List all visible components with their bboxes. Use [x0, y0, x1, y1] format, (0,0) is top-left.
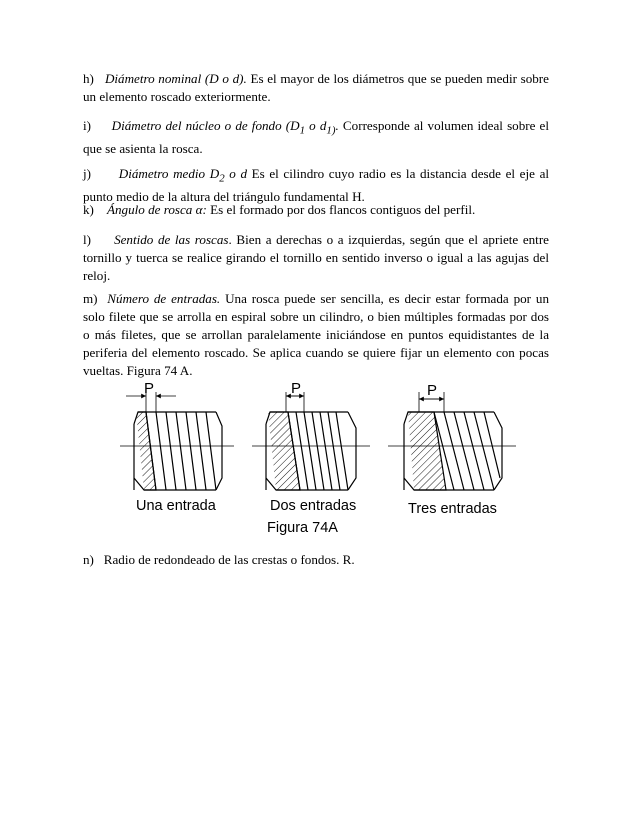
pitch-label: P — [144, 382, 155, 397]
term-part: Diámetro medio D — [118, 166, 220, 181]
screw-end — [216, 412, 222, 490]
paragraph-l — [83, 231, 549, 285]
screw-end — [494, 412, 502, 490]
caption-double-entry: Dos entradas — [270, 498, 357, 514]
section-hatch — [268, 412, 300, 490]
term-part: o d — [224, 166, 247, 181]
definition-text: Una rosca puede ser sencilla, es decir estar formada por un solo filete que se arrolla en espiral sobre un cilindro, o bien múltiples formadas por dos o más filetes, que se arrollan paralelamente iniciándose en puntos equidistantes de la periferia del elemento roscado. Se aplica cuando se quiere fijar un elemento con pocas vueltas. Figura 74 A. — [83, 291, 550, 378]
term-part: . — [335, 118, 339, 133]
subscript: 1) — [326, 124, 336, 137]
section-hatch — [136, 412, 156, 490]
definition-text: Es el formado por dos flancos contiguos del perfil. — [210, 202, 476, 217]
paragraph-k — [83, 201, 549, 219]
item-label: m) — [83, 291, 98, 306]
term-sentido-roscas: Sentido de las roscas — [114, 232, 229, 247]
thread-entries-figure — [116, 382, 521, 542]
definition-text: Radio de redondeado de las crestas o fondos. R. — [103, 552, 355, 567]
definition-text: Corresponde al volumen ideal sobre el que se asienta la rosca. — [83, 118, 550, 156]
term-diametro-medio — [118, 166, 247, 185]
item-label: n) — [83, 552, 94, 567]
term-diametro-nominal: Diámetro nominal (D o d). — [104, 71, 247, 86]
term-angulo-rosca: Ángulo de rosca α: — [107, 202, 207, 217]
caption-single-entry: Una entrada — [136, 498, 216, 514]
paragraph-i — [83, 117, 549, 158]
screw-end — [348, 412, 356, 490]
item-label: k) — [83, 202, 94, 217]
item-label: l) — [83, 232, 91, 247]
subscript: 2 — [219, 172, 225, 185]
definition-text: Es el cilindro cuyo radio es la distancia desde el eje al punto medio de la altura del triángulo fundamental H. — [83, 166, 550, 204]
paragraph-h — [83, 70, 549, 106]
pitch-label: P — [291, 382, 302, 397]
paragraph-m — [83, 290, 549, 380]
screw-triple-entry — [388, 392, 516, 490]
term-part: o d — [305, 118, 327, 133]
definition-text: Es el mayor de los diámetros que se pueden medir sobre un elemento roscado exteriormente. — [83, 71, 549, 104]
item-label: j) — [83, 166, 91, 181]
term-diametro-nucleo — [111, 118, 339, 137]
screw-double-entry — [252, 392, 370, 490]
pitch-label: P — [427, 382, 438, 399]
caption-triple-entry: Tres entradas — [408, 501, 497, 517]
figure-caption: Figura 74A — [267, 520, 338, 536]
term-part: Diámetro del núcleo o de fondo (D — [111, 118, 300, 133]
definition-text: . Bien a derechas o a izquierdas, según que el apriete entre tornillo y tuerca se realice girando el tornillo en sentido inverso o igual a las agujas del reloj. — [83, 232, 549, 283]
paragraph-n — [83, 551, 549, 569]
item-label: i) — [83, 118, 91, 133]
item-label: h) — [83, 71, 94, 86]
paragraph-j — [83, 165, 549, 206]
subscript: 1 — [299, 124, 306, 137]
thread-crests — [146, 412, 216, 490]
term-numero-entradas: Número de entradas. — [107, 291, 221, 306]
screw-single-entry — [120, 392, 234, 490]
